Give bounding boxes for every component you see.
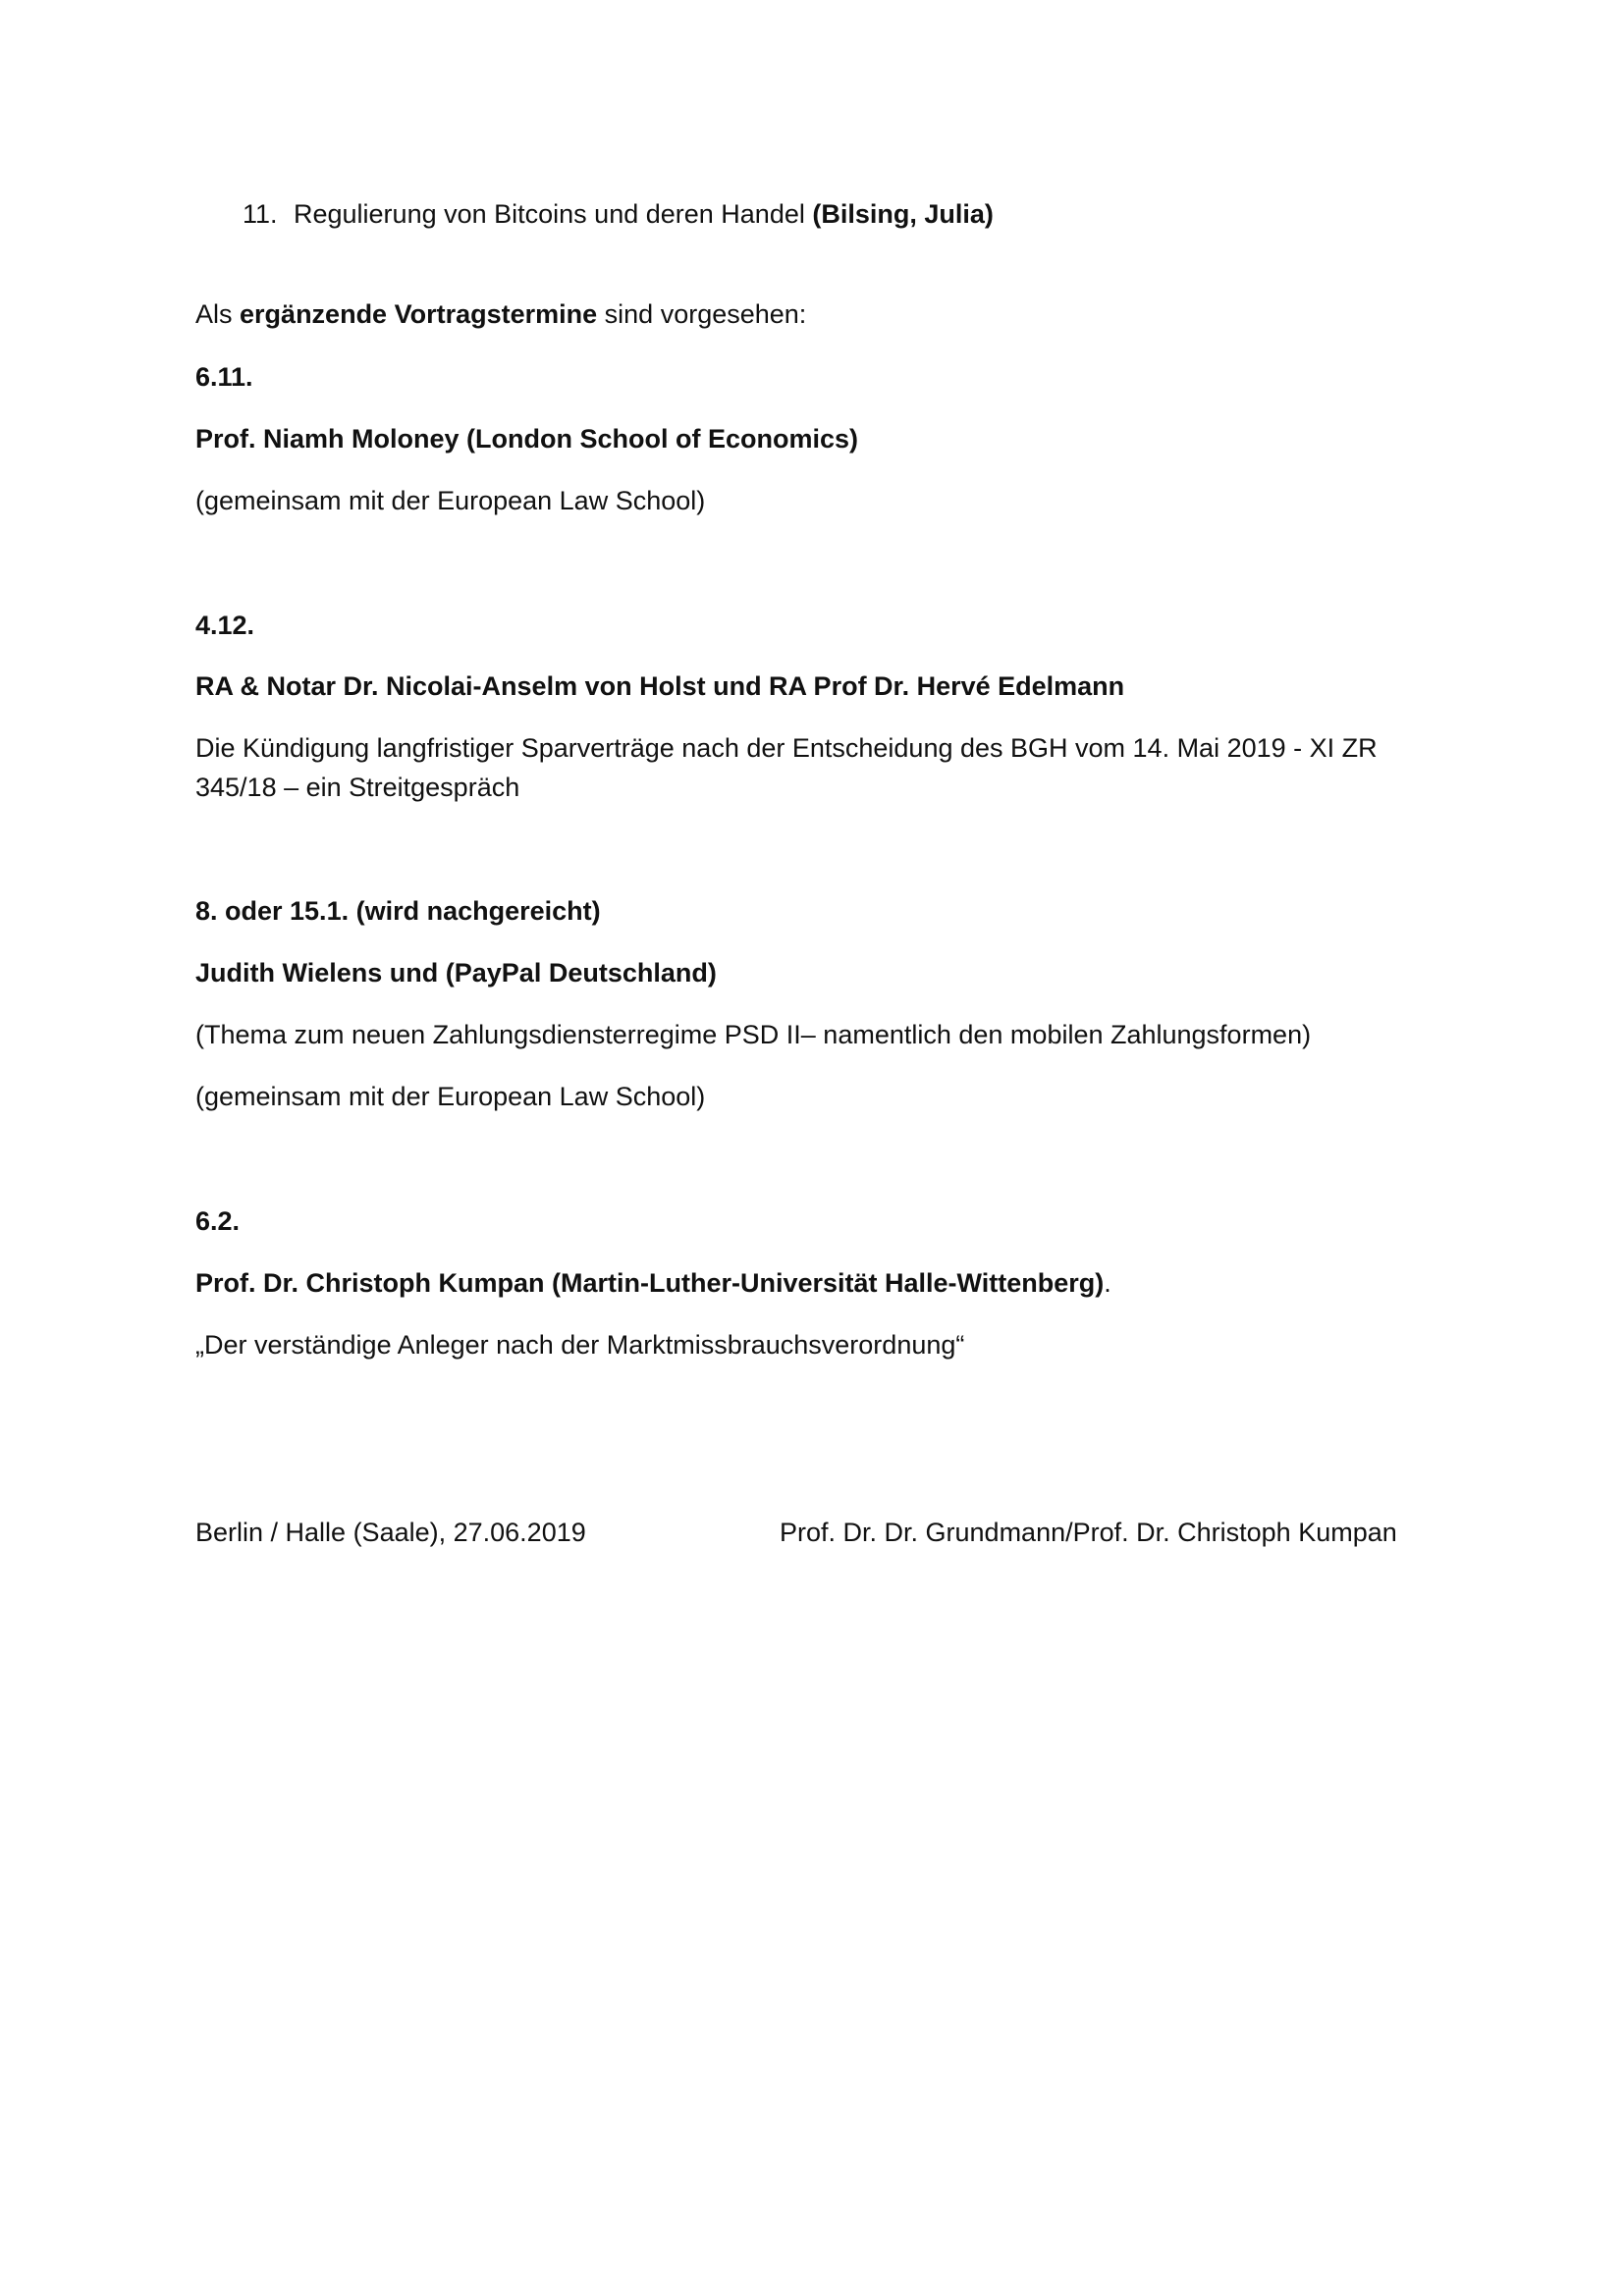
intro-bold: ergänzende Vortragstermine bbox=[240, 299, 598, 329]
talk-speaker-suffix: . bbox=[1104, 1268, 1111, 1298]
talk-speaker: Judith Wielens und (PayPal Deutschland) bbox=[195, 958, 717, 988]
talk-note: (gemeinsam mit der European Law School) bbox=[195, 1082, 706, 1111]
talk-topic: (Thema zum neuen Zahlungsdiensterregime PSD II– namentlich den mobilen Zahlungsformen) bbox=[195, 1020, 1312, 1049]
talk-speaker-line bbox=[195, 1265, 1111, 1301]
intro-prefix: Als bbox=[195, 299, 233, 329]
talk-date: 6.11. bbox=[195, 362, 253, 392]
talk-date: 8. oder 15.1. (wird nachgereicht) bbox=[195, 896, 601, 926]
talk-topic: Die Kündigung langfristiger Sparverträge nach der Entscheidung des BGH vom 14. Mai 2019 - XI ZR 345/18 – ein Streitgespräch bbox=[195, 733, 1378, 802]
intro-sentence bbox=[195, 296, 806, 332]
list-item-text: Regulierung von Bitcoins und deren Handel bbox=[294, 199, 805, 229]
talk-topic: „Der verständige Anleger nach der Marktmissbrauchsverordnung“ bbox=[195, 1330, 965, 1360]
list-number: 11. bbox=[243, 199, 278, 229]
talk-note: (gemeinsam mit der European Law School) bbox=[195, 486, 706, 515]
talk-speaker: Prof. Niamh Moloney (London School of Economics) bbox=[195, 424, 858, 454]
list-item-author: (Bilsing, Julia) bbox=[812, 199, 994, 229]
talk-speaker: Prof. Dr. Christoph Kumpan (Martin-Luther-Universität Halle-Wittenberg) bbox=[195, 1268, 1105, 1298]
talk-speaker: RA & Notar Dr. Nicolai-Anselm von Holst und RA Prof Dr. Hervé Edelmann bbox=[195, 671, 1125, 701]
list-item bbox=[243, 196, 994, 232]
intro-suffix: sind vorgesehen: bbox=[604, 299, 807, 329]
talk-date: 4.12. bbox=[195, 611, 255, 640]
signatories: Prof. Dr. Dr. Grundmann/Prof. Dr. Christoph Kumpan bbox=[780, 1518, 1397, 1547]
place-date: Berlin / Halle (Saale), 27.06.2019 bbox=[195, 1518, 586, 1547]
talk-date: 6.2. bbox=[195, 1206, 241, 1236]
